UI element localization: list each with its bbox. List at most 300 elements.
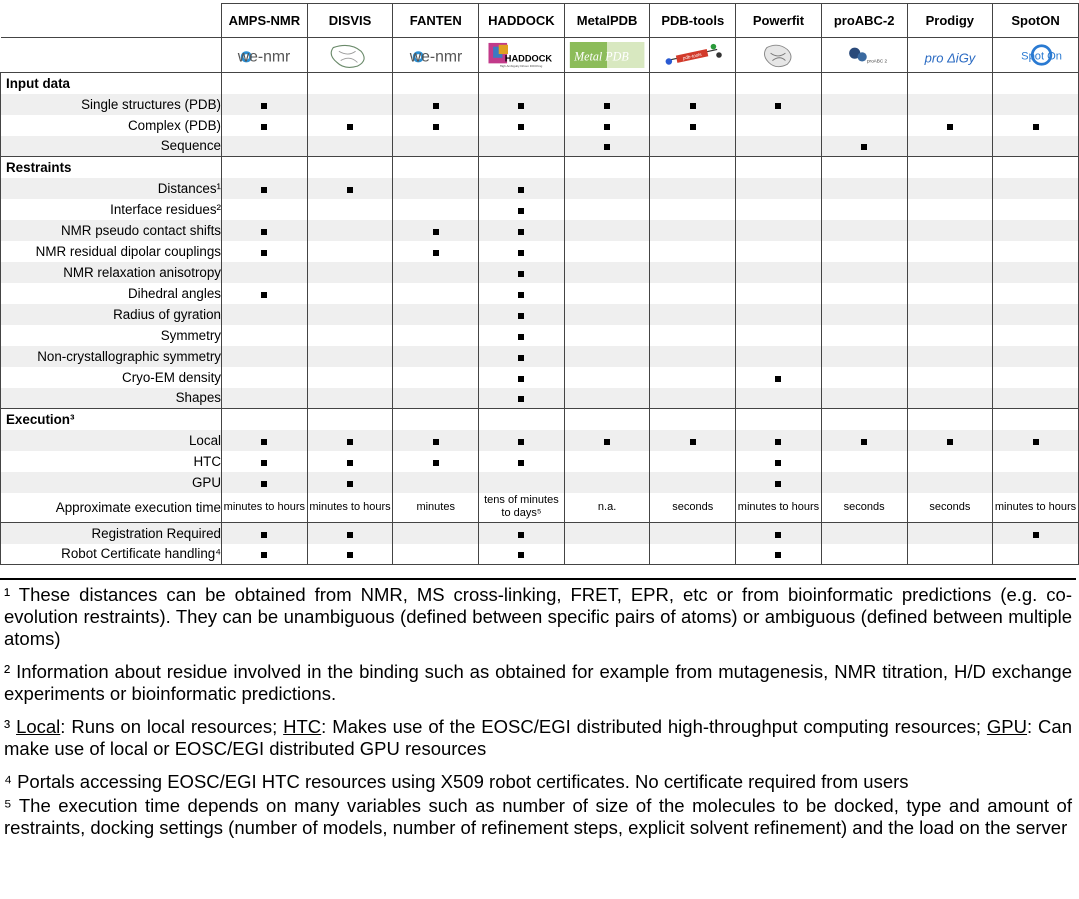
feature-label: Interface residues² <box>1 199 222 220</box>
execution-time-value: seconds <box>672 500 714 513</box>
feature-cell <box>650 241 736 262</box>
feature-row-single-structures-pdb <box>1 94 1079 115</box>
tool-header-fanten: FANTEN <box>393 4 479 38</box>
feature-cell <box>307 136 393 157</box>
feature-cell <box>479 451 565 472</box>
feature-cell <box>736 283 822 304</box>
feature-cell <box>650 262 736 283</box>
feature-row-gpu <box>1 472 1079 493</box>
check-mark-icon <box>433 124 439 130</box>
feature-cell <box>222 178 308 199</box>
feature-row-symmetry <box>1 325 1079 346</box>
spoton-logo <box>997 42 1075 68</box>
feature-cell <box>907 262 993 283</box>
section-header-cell <box>393 73 479 94</box>
check-mark-icon <box>347 552 353 558</box>
execution-time-cell <box>736 493 822 523</box>
feature-row-robot-certificate-handling <box>1 544 1079 565</box>
feature-cell <box>993 388 1079 409</box>
prodigy-logo <box>911 42 989 68</box>
feature-cell <box>907 283 993 304</box>
feature-cell <box>993 304 1079 325</box>
check-mark-icon <box>518 532 524 538</box>
feature-cell <box>479 115 565 136</box>
feature-cell <box>393 283 479 304</box>
section-header-cell <box>821 409 907 430</box>
feature-label: Dihedral angles <box>1 283 222 304</box>
feature-cell <box>222 115 308 136</box>
tool-logo-cell <box>393 38 479 73</box>
disvis-protein-logo <box>311 42 389 68</box>
section-header-cell <box>564 73 650 94</box>
feature-cell <box>479 283 565 304</box>
feature-cell <box>821 94 907 115</box>
feature-cell <box>564 325 650 346</box>
section-header-cell <box>650 157 736 178</box>
check-mark-icon <box>518 103 524 109</box>
feature-label: Distances¹ <box>1 178 222 199</box>
tool-header-pdb-tools: PDB-tools <box>650 4 736 38</box>
feature-row-dihedral-angles <box>1 283 1079 304</box>
feature-cell <box>479 325 565 346</box>
feature-cell <box>393 115 479 136</box>
tool-header-powerfit: Powerfit <box>736 4 822 38</box>
feature-cell <box>393 325 479 346</box>
feature-cell <box>736 178 822 199</box>
tool-header-row <box>1 4 1079 38</box>
tool-header-haddock: HADDOCK <box>479 4 565 38</box>
feature-cell <box>907 325 993 346</box>
feature-cell <box>307 94 393 115</box>
section-header-cell <box>907 73 993 94</box>
feature-cell <box>993 367 1079 388</box>
check-mark-icon <box>261 103 267 109</box>
feature-cell <box>907 472 993 493</box>
feature-cell <box>821 136 907 157</box>
execution-time-cell <box>993 493 1079 523</box>
check-mark-icon <box>518 355 524 361</box>
feature-cell <box>736 220 822 241</box>
check-mark-icon <box>347 460 353 466</box>
feature-cell <box>479 430 565 451</box>
check-mark-icon <box>775 439 781 445</box>
feature-cell <box>736 262 822 283</box>
section-header-input-data <box>1 73 1079 94</box>
feature-cell <box>736 304 822 325</box>
feature-cell <box>307 199 393 220</box>
execution-time-value: seconds <box>843 500 885 513</box>
tool-logo-cell <box>479 38 565 73</box>
feature-cell <box>479 523 565 544</box>
feature-cell <box>479 304 565 325</box>
execution-time-value: minutes to hours <box>737 500 820 513</box>
feature-cell <box>564 451 650 472</box>
feature-cell <box>564 367 650 388</box>
feature-cell <box>393 523 479 544</box>
section-header-cell <box>307 73 393 94</box>
feature-cell <box>821 325 907 346</box>
feature-cell <box>821 241 907 262</box>
section-header-cell <box>564 157 650 178</box>
feature-cell <box>479 220 565 241</box>
feature-cell <box>993 199 1079 220</box>
execution-time-cell <box>393 493 479 523</box>
check-mark-icon <box>775 460 781 466</box>
feature-cell <box>993 220 1079 241</box>
feature-label: NMR pseudo contact shifts <box>1 220 222 241</box>
check-mark-icon <box>347 481 353 487</box>
logo-text: pdb-tools <box>682 51 702 61</box>
check-mark-icon <box>347 439 353 445</box>
logo-text: we-nmr <box>238 48 291 66</box>
feature-cell <box>736 346 822 367</box>
section-header-cell <box>564 409 650 430</box>
section-header-cell <box>993 157 1079 178</box>
logo-text: Metal PDB <box>574 49 629 64</box>
feature-cell <box>307 304 393 325</box>
feature-cell <box>736 115 822 136</box>
feature-cell <box>307 283 393 304</box>
feature-cell <box>907 544 993 565</box>
feature-cell <box>222 388 308 409</box>
feature-label: Non-crystallographic symmetry <box>1 346 222 367</box>
feature-cell <box>907 430 993 451</box>
feature-cell <box>564 544 650 565</box>
feature-cell <box>393 472 479 493</box>
execution-time-value: minutes <box>416 500 455 513</box>
feature-cell <box>907 523 993 544</box>
feature-cell <box>907 178 993 199</box>
feature-cell <box>564 472 650 493</box>
check-mark-icon <box>518 396 524 402</box>
feature-cell <box>307 346 393 367</box>
execution-time-value: seconds <box>929 500 971 513</box>
feature-row-interface-residues <box>1 199 1079 220</box>
footnote-divider <box>0 578 1076 580</box>
feature-cell <box>393 304 479 325</box>
feature-label: Approximate execution time <box>1 493 222 523</box>
tool-logo-cell <box>307 38 393 73</box>
check-mark-icon <box>261 229 267 235</box>
feature-cell <box>736 199 822 220</box>
feature-label: Robot Certificate handling⁴ <box>1 544 222 565</box>
feature-cell <box>821 472 907 493</box>
feature-cell <box>307 241 393 262</box>
check-mark-icon <box>518 187 524 193</box>
feature-cell <box>993 472 1079 493</box>
wenmr-logo <box>225 42 303 68</box>
section-header-cell <box>393 157 479 178</box>
feature-cell <box>307 523 393 544</box>
execution-time-value: n.a. <box>597 500 617 513</box>
feature-row-complex-pdb <box>1 115 1079 136</box>
feature-cell <box>821 367 907 388</box>
feature-cell <box>307 220 393 241</box>
tool-logo-cell <box>821 38 907 73</box>
feature-cell <box>993 136 1079 157</box>
feature-cell <box>907 220 993 241</box>
execution-time-cell <box>307 493 393 523</box>
feature-cell <box>222 241 308 262</box>
section-header-cell <box>736 409 822 430</box>
check-mark-icon <box>518 250 524 256</box>
feature-cell <box>650 451 736 472</box>
check-mark-icon <box>518 552 524 558</box>
feature-cell <box>564 283 650 304</box>
feature-cell <box>479 346 565 367</box>
feature-cell <box>907 451 993 472</box>
feature-cell <box>650 523 736 544</box>
section-header-cell <box>907 157 993 178</box>
logo-text: Spot On <box>1020 50 1062 63</box>
feature-cell <box>222 451 308 472</box>
tool-logo-cell <box>564 38 650 73</box>
section-header-cell <box>307 409 393 430</box>
feature-cell <box>479 544 565 565</box>
feature-cell <box>307 451 393 472</box>
feature-cell <box>564 136 650 157</box>
feature-cell <box>222 367 308 388</box>
feature-cell <box>736 472 822 493</box>
tool-logo-cell <box>907 38 993 73</box>
tool-logo-cell <box>222 38 308 73</box>
feature-cell <box>907 94 993 115</box>
check-mark-icon <box>518 292 524 298</box>
feature-cell <box>393 136 479 157</box>
feature-cell <box>564 346 650 367</box>
section-header-cell <box>821 157 907 178</box>
logo-text: pro ΔiGy <box>924 50 976 66</box>
feature-cell <box>564 199 650 220</box>
feature-cell <box>993 523 1079 544</box>
section-header-cell <box>736 73 822 94</box>
feature-cell <box>650 430 736 451</box>
feature-cell <box>479 199 565 220</box>
footnote-3-htc-term: HTC <box>283 716 322 737</box>
feature-cell <box>993 178 1079 199</box>
execution-time-cell <box>564 493 650 523</box>
feature-cell <box>564 262 650 283</box>
feature-cell <box>993 283 1079 304</box>
feature-cell <box>479 262 565 283</box>
feature-cell <box>479 241 565 262</box>
feature-label: Shapes <box>1 388 222 409</box>
feature-cell <box>307 262 393 283</box>
feature-cell <box>307 367 393 388</box>
feature-row-nmr-pseudo-contact-shifts <box>1 220 1079 241</box>
footnote-3-local-term: Local <box>16 716 61 737</box>
check-mark-icon <box>433 229 439 235</box>
section-header-cell <box>222 157 308 178</box>
feature-cell <box>479 472 565 493</box>
check-mark-icon <box>347 532 353 538</box>
check-mark-icon <box>261 532 267 538</box>
check-mark-icon <box>690 439 696 445</box>
feature-cell <box>993 94 1079 115</box>
footnote-3-local-text: : Runs on local resources; <box>60 716 284 737</box>
check-mark-icon <box>433 103 439 109</box>
logo-text: proABC 2 <box>867 58 888 64</box>
feature-cell <box>307 430 393 451</box>
feature-cell <box>222 283 308 304</box>
check-mark-icon <box>433 439 439 445</box>
check-mark-icon <box>518 460 524 466</box>
feature-cell <box>307 178 393 199</box>
check-mark-icon <box>1033 439 1039 445</box>
execution-time-row <box>1 493 1079 523</box>
feature-cell <box>650 544 736 565</box>
footnote-1: ¹ These distances can be obtained from NMR, MS cross-linking, FRET, EPR, etc or from bioinformatic predictions (e.g. co-evolution restraints). They can be unambiguous (defined between specific pairs of atoms) or ambiguous (defined between multiple atoms) <box>4 584 1072 649</box>
feature-cell <box>393 451 479 472</box>
section-header-cell <box>650 73 736 94</box>
feature-cell <box>907 346 993 367</box>
feature-cell <box>393 388 479 409</box>
feature-cell <box>736 523 822 544</box>
feature-cell <box>821 388 907 409</box>
feature-cell <box>736 241 822 262</box>
feature-row-nmr-residual-dipolar-couplings <box>1 241 1079 262</box>
check-mark-icon <box>690 103 696 109</box>
feature-cell <box>907 388 993 409</box>
feature-cell <box>821 304 907 325</box>
feature-row-shapes <box>1 388 1079 409</box>
feature-cell <box>907 115 993 136</box>
footnote-3-gpu-text: : Can make use of local or EOSC/EGI distributed GPU resources <box>4 716 1072 759</box>
feature-cell <box>907 241 993 262</box>
check-mark-icon <box>775 481 781 487</box>
feature-cell <box>479 136 565 157</box>
feature-row-radius-of-gyration <box>1 304 1079 325</box>
feature-label: NMR residual dipolar couplings <box>1 241 222 262</box>
feature-cell <box>650 115 736 136</box>
section-header-cell <box>222 73 308 94</box>
feature-row-registration-required <box>1 523 1079 544</box>
feature-cell <box>393 220 479 241</box>
feature-cell <box>821 283 907 304</box>
feature-cell <box>907 304 993 325</box>
feature-cell <box>479 94 565 115</box>
feature-cell <box>564 523 650 544</box>
feature-cell <box>736 367 822 388</box>
check-mark-icon <box>947 439 953 445</box>
check-mark-icon <box>1033 124 1039 130</box>
feature-cell <box>564 178 650 199</box>
check-mark-icon <box>261 250 267 256</box>
feature-label: Sequence <box>1 136 222 157</box>
feature-cell <box>736 136 822 157</box>
section-header-restraints <box>1 157 1079 178</box>
feature-cell <box>564 94 650 115</box>
feature-cell <box>222 544 308 565</box>
feature-cell <box>564 430 650 451</box>
execution-time-cell <box>907 493 993 523</box>
feature-cell <box>993 544 1079 565</box>
feature-cell <box>650 325 736 346</box>
feature-label: Symmetry <box>1 325 222 346</box>
section-header-execution <box>1 409 1079 430</box>
feature-cell <box>821 199 907 220</box>
feature-cell <box>736 544 822 565</box>
check-mark-icon <box>604 439 610 445</box>
check-mark-icon <box>261 439 267 445</box>
section-header-cell <box>479 409 565 430</box>
feature-row-htc <box>1 451 1079 472</box>
check-mark-icon <box>261 292 267 298</box>
section-header-cell <box>993 73 1079 94</box>
feature-cell <box>736 325 822 346</box>
execution-time-cell <box>821 493 907 523</box>
feature-cell <box>650 178 736 199</box>
feature-label: Complex (PDB) <box>1 115 222 136</box>
feature-cell <box>393 199 479 220</box>
check-mark-icon <box>604 144 610 150</box>
check-mark-icon <box>518 334 524 340</box>
feature-cell <box>393 94 479 115</box>
check-mark-icon <box>861 439 867 445</box>
feature-cell <box>222 94 308 115</box>
feature-cell <box>993 451 1079 472</box>
check-mark-icon <box>261 460 267 466</box>
tool-header-disvis: DISVIS <box>307 4 393 38</box>
feature-row-cryo-em-density <box>1 367 1079 388</box>
metalpdb-logo <box>568 42 646 68</box>
feature-label: Radius of gyration <box>1 304 222 325</box>
feature-cell <box>821 178 907 199</box>
feature-cell <box>393 430 479 451</box>
execution-time-value: tens of minutes to days⁵ <box>484 494 559 520</box>
check-mark-icon <box>347 187 353 193</box>
check-mark-icon <box>861 144 867 150</box>
check-mark-icon <box>433 460 439 466</box>
feature-cell <box>993 430 1079 451</box>
check-mark-icon <box>518 208 524 214</box>
pdbtools-logo <box>654 42 732 68</box>
feature-cell <box>479 178 565 199</box>
check-mark-icon <box>604 124 610 130</box>
feature-row-non-crystallographic-symmetry <box>1 346 1079 367</box>
footnote-3-prefix: ³ <box>4 716 17 737</box>
feature-cell <box>650 367 736 388</box>
check-mark-icon <box>518 229 524 235</box>
feature-label: Cryo-EM density <box>1 367 222 388</box>
feature-cell <box>736 388 822 409</box>
feature-cell <box>650 388 736 409</box>
feature-cell <box>222 523 308 544</box>
section-title: Restraints <box>1 157 222 178</box>
feature-cell <box>307 544 393 565</box>
logo-text: HADDOCK <box>505 53 553 64</box>
feature-cell <box>821 430 907 451</box>
feature-cell <box>993 346 1079 367</box>
feature-cell <box>650 94 736 115</box>
feature-cell <box>650 472 736 493</box>
tool-header-proabc-2: proABC-2 <box>821 4 907 38</box>
feature-cell <box>393 346 479 367</box>
feature-row-nmr-relaxation-anisotropy <box>1 262 1079 283</box>
feature-cell <box>222 220 308 241</box>
feature-label: NMR relaxation anisotropy <box>1 262 222 283</box>
execution-time-value: minutes to hours <box>309 500 391 513</box>
feature-cell <box>650 346 736 367</box>
check-mark-icon <box>1033 532 1039 538</box>
tool-header-amps-nmr: AMPS-NMR <box>222 4 308 38</box>
feature-cell <box>393 544 479 565</box>
feature-cell <box>993 115 1079 136</box>
feature-label: Registration Required <box>1 523 222 544</box>
feature-row-sequence <box>1 136 1079 157</box>
feature-cell <box>222 199 308 220</box>
feature-row-local <box>1 430 1079 451</box>
